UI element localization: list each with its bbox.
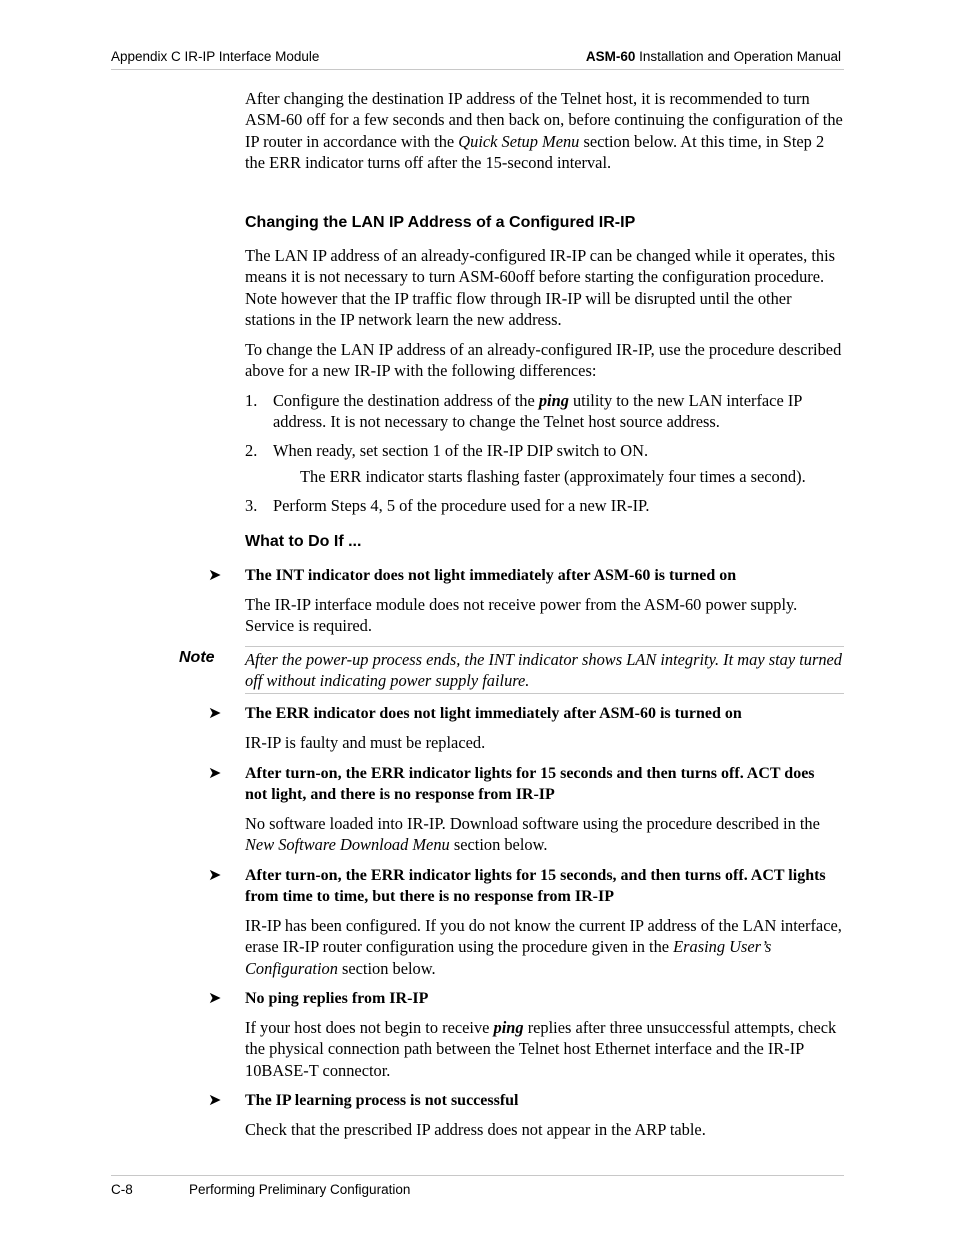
bullet-arrow-icon: ➤	[208, 565, 222, 584]
header-rule	[111, 69, 844, 70]
intro-paragraph	[245, 88, 843, 173]
note-top-rule	[245, 646, 844, 647]
bullet-arrow-icon: ➤	[208, 763, 222, 782]
solution-text-a: IR-IP has been configured. If you do not know the current IP address of the LAN interface, erase IR-IP router configuration using the procedure given in the	[245, 916, 842, 957]
ping-term: ping	[493, 1018, 524, 1037]
problem-title: The IP learning process is not successful	[245, 1092, 519, 1109]
manual-product-name: ASM-60	[585, 49, 636, 64]
troubleshooting-heading: What to Do If ...	[245, 533, 362, 550]
intro-reference: Quick Setup Menu	[458, 131, 580, 151]
solution-text-b: section below.	[449, 835, 548, 855]
bullet-arrow-icon: ➤	[208, 1090, 222, 1109]
solution-reference: Erasing User’s Configuration	[245, 937, 772, 978]
step-text-b: utility to the new LAN interface IP address. It is not necessary to change the Telnet host source address.	[273, 391, 802, 432]
manual-title-rest: Installation and Operation Manual	[635, 49, 841, 64]
step-result: The ERR indicator starts flashing faster (approximately four times a second).	[300, 467, 806, 486]
step-text: When ready, set section 1 of the IR-IP DIP switch to ON.	[273, 441, 649, 460]
note-bottom-rule	[245, 693, 844, 694]
solution-text-a: If your host does not begin to receive	[245, 1018, 494, 1037]
bullet-arrow-icon: ➤	[208, 865, 222, 884]
procedure-intro-paragraph	[245, 339, 843, 382]
step-number: 1.	[245, 391, 258, 410]
problem-solution	[245, 1017, 843, 1081]
footer-section-title: Performing Preliminary Configuration	[189, 1182, 411, 1197]
problem-solution: Check that the prescribed IP address does not appear in the ARP table.	[245, 1120, 706, 1139]
intro-text-a: After changing the destination IP address of the Telnet host, it is recommended to turn ASM-60 off for a few seconds and then back on, before continuing the configuration of the IP router in accordance with the	[245, 89, 843, 151]
step-number: 2.	[245, 441, 258, 460]
step-text-a: Configure the destination address of the	[273, 391, 539, 410]
solution-text-b: section below.	[337, 958, 436, 978]
footer-rule	[111, 1175, 844, 1176]
solution-text-b: replies after three unsuccessful attempts, check the physical connection path between the Telnet host Ethernet interface and the IR-IP 10BASE-T connector.	[245, 1018, 837, 1080]
problem-title: No ping replies from IR-IP	[245, 990, 429, 1007]
solution-text-a: No software loaded into IR-IP. Download software using the procedure described in the	[245, 814, 820, 833]
ping-term: ping	[538, 391, 569, 410]
problem-title: After turn-on, the ERR indicator lights for 15 seconds, and then turns off. ACT lights from time to time, but there is no response from IR-IP	[245, 867, 826, 906]
step-number: 3.	[245, 496, 258, 515]
running-header-left: Appendix C IR-IP Interface Module	[111, 49, 320, 64]
page-number: C-8	[111, 1182, 133, 1197]
problem-solution: The IR-IP interface module does not receive power from the ASM-60 power supply. Service is required.	[245, 595, 798, 636]
lan-change-paragraph	[245, 245, 843, 330]
step-text	[273, 390, 843, 433]
problem-title: The ERR indicator does not light immediately after ASM-60 is turned on	[245, 705, 742, 722]
problem-title: The INT indicator does not light immediately after ASM-60 is turned on	[245, 567, 737, 584]
problem-title: After turn-on, the ERR indicator lights for 15 seconds and then turns off. ACT does not light, and there is no response from IR-IP	[245, 765, 815, 804]
problem-solution	[245, 915, 843, 979]
problem-solution: IR-IP is faulty and must be replaced.	[245, 733, 486, 752]
step-text: Perform Steps 4, 5 of the procedure used for a new IR-IP.	[273, 496, 650, 515]
running-header-right	[586, 49, 841, 64]
lan-change-text: The LAN IP address of an already-configured IR-IP can be changed while it operates, this means it is not necessary to turn ASM-60off before starting the configuration procedure. Note however that the IP traffic flow through IR-IP will be disrupted until the other stations in the IP network learn the new address.	[245, 246, 836, 329]
intro-text-b: section below. At this time, in Step 2 the ERR indicator turns off after the 15-second interval.	[245, 131, 825, 172]
note-label: Note	[179, 649, 215, 666]
problem-solution	[245, 813, 843, 856]
procedure-intro-text: To change the LAN IP address of an already-configured IR-IP, use the procedure described above for a new IR-IP with the following differences:	[245, 340, 842, 381]
bullet-arrow-icon: ➤	[208, 988, 222, 1007]
bullet-arrow-icon: ➤	[208, 703, 222, 722]
solution-reference: New Software Download Menu	[245, 835, 450, 855]
note-text: After the power-up process ends, the INT indicator shows LAN integrity. It may stay turned off without indicating power supply failure.	[245, 650, 842, 691]
section-heading: Changing the LAN IP Address of a Configured IR-IP	[245, 214, 636, 231]
